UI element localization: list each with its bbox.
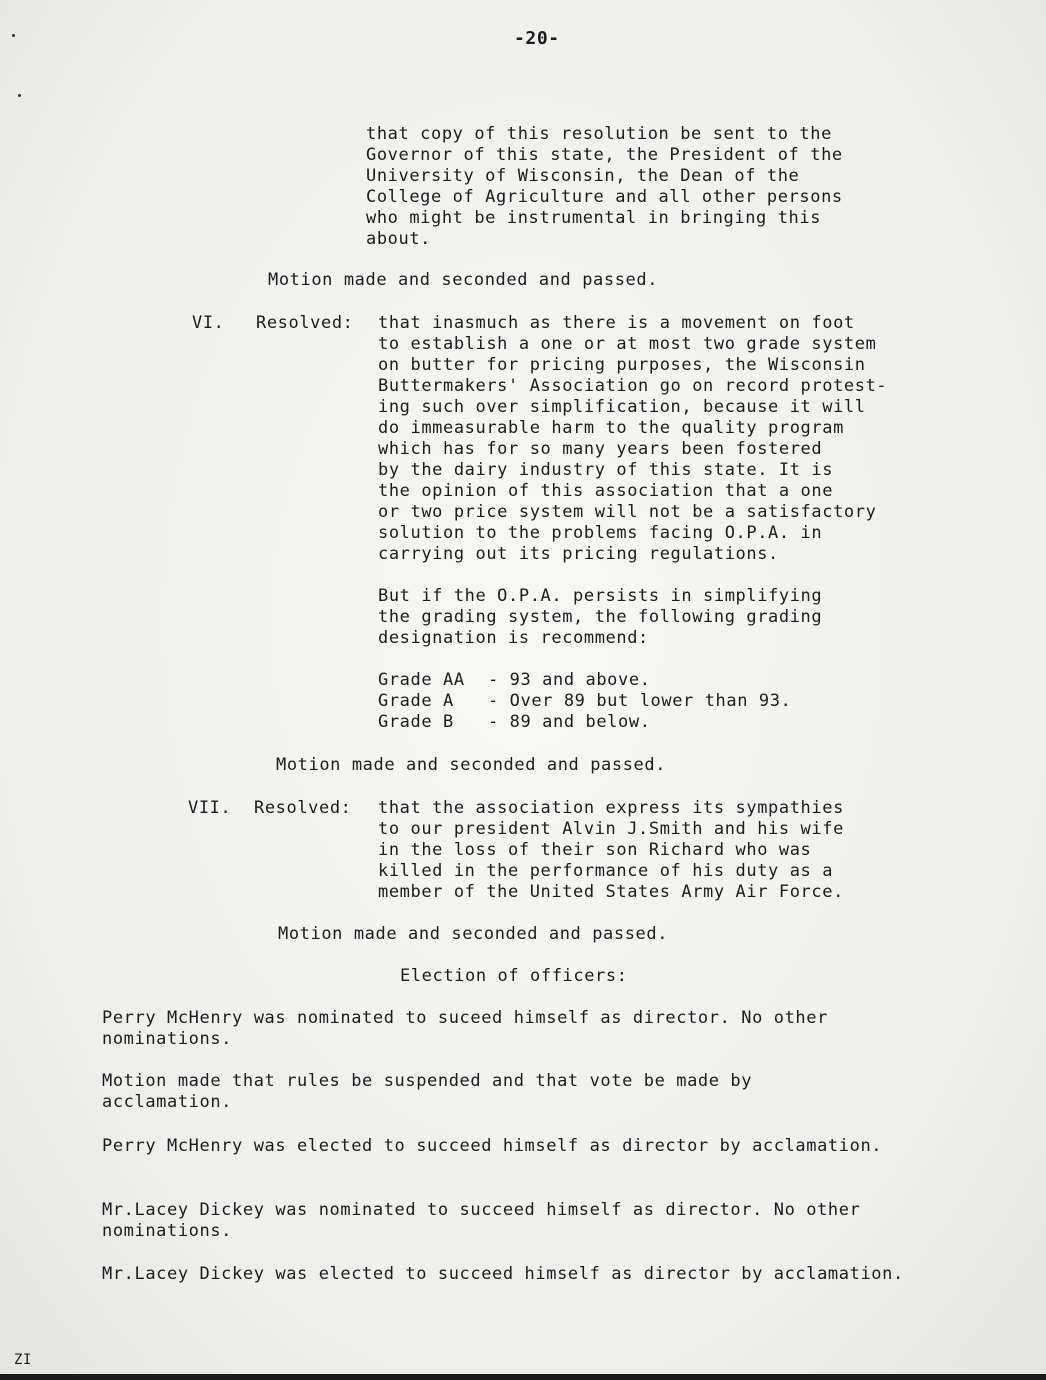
text-line: that the association express its sympathies xyxy=(378,798,844,818)
text-line: Perry McHenry was elected to succeed himself as director by acclamation. xyxy=(102,1136,883,1156)
text-line: acclamation. xyxy=(102,1092,233,1112)
text-line: nominations. xyxy=(102,1029,233,1049)
grade-rule: - 93 and above. xyxy=(488,670,651,690)
motion-line: Motion made and seconded and passed. xyxy=(268,270,659,290)
text-line: University of Wisconsin, the Dean of the xyxy=(366,166,800,186)
resolution-numeral: VI. xyxy=(192,313,225,333)
text-line: Mr.Lacey Dickey was elected to succeed himself as director by acclamation. xyxy=(102,1264,904,1284)
motion-line: Motion made and seconded and passed. xyxy=(278,924,669,944)
text-line: to our president Alvin J.Smith and his wife xyxy=(378,819,844,839)
text-line: that copy of this resolution be sent to the xyxy=(366,124,832,144)
text-line: solution to the problems facing O.P.A. in xyxy=(378,523,823,543)
text-line: do immeasurable harm to the quality program xyxy=(378,418,844,438)
text-line: to establish a one or at most two grade system xyxy=(378,334,877,354)
section-heading: Election of officers: xyxy=(400,966,628,986)
text-line: or two price system will not be a satisfactory xyxy=(378,502,877,522)
footer-mark: ZI xyxy=(14,1352,33,1368)
text-line: Buttermakers' Association go on record protest- xyxy=(378,376,888,396)
text-line: in the loss of their son Richard who was xyxy=(378,840,812,860)
text-line: member of the United States Army Air Force. xyxy=(378,882,844,902)
margin-speck xyxy=(12,34,15,37)
text-line: designation is recommend: xyxy=(378,628,649,648)
grade-name: Grade AA xyxy=(378,670,465,690)
scan-edge xyxy=(0,1374,1046,1380)
page-number: -20- xyxy=(514,28,560,49)
text-line: ing such over simplification, because it will xyxy=(378,397,866,417)
text-line: nominations. xyxy=(102,1221,233,1241)
motion-line: Motion made and seconded and passed. xyxy=(276,755,667,775)
grade-rule: - Over 89 but lower than 93. xyxy=(488,691,792,711)
resolution-numeral: VII. xyxy=(188,798,232,818)
text-line: Mr.Lacey Dickey was nominated to succeed himself as director. No other xyxy=(102,1200,861,1220)
text-line: Perry McHenry was nominated to suceed himself as director. No other xyxy=(102,1008,828,1028)
text-line: the grading system, the following grading xyxy=(378,607,823,627)
text-line: College of Agriculture and all other persons xyxy=(366,187,843,207)
text-line: which has for so many years been fostered xyxy=(378,439,823,459)
resolution-label: Resolved: xyxy=(254,798,352,818)
text-line: on butter for pricing purposes, the Wisconsin xyxy=(378,355,866,375)
text-line: the opinion of this association that a one xyxy=(378,481,834,501)
resolution-label: Resolved: xyxy=(256,313,354,333)
grade-rule: - 89 and below. xyxy=(488,712,651,732)
margin-speck xyxy=(18,94,21,97)
grade-name: Grade B xyxy=(378,712,454,732)
text-line: carrying out its pricing regulations. xyxy=(378,544,779,564)
text-line: who might be instrumental in bringing this xyxy=(366,208,822,228)
text-line: killed in the performance of his duty as a xyxy=(378,861,834,881)
grade-name: Grade A xyxy=(378,691,454,711)
text-line: by the dairy industry of this state. It is xyxy=(378,460,834,480)
text-line: But if the O.P.A. persists in simplifying xyxy=(378,586,823,606)
text-line: Motion made that rules be suspended and that vote be made by xyxy=(102,1071,753,1091)
text-line: that inasmuch as there is a movement on foot xyxy=(378,313,855,333)
text-line: Governor of this state, the President of the xyxy=(366,145,843,165)
text-line: about. xyxy=(366,229,432,249)
